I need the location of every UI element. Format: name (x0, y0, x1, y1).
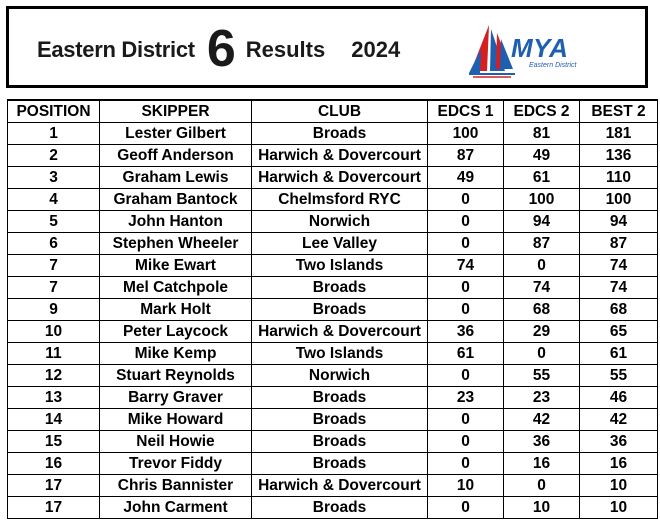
edcs1-cell: 0 (428, 299, 504, 321)
best2-cell: 136 (580, 145, 658, 167)
club-cell: Norwich (252, 365, 428, 387)
skipper-cell: Peter Laycock (100, 321, 252, 343)
club-cell: Two Islands (252, 255, 428, 277)
club-cell: Harwich & Dovercourt (252, 167, 428, 189)
best2-cell: 74 (580, 277, 658, 299)
position-cell: 17 (8, 497, 100, 519)
club-cell: Broads (252, 497, 428, 519)
table-header-row (8, 100, 658, 123)
club-cell: Broads (252, 453, 428, 475)
skipper-cell: Geoff Anderson (100, 145, 252, 167)
best2-cell: 42 (580, 409, 658, 431)
position-cell: 9 (8, 299, 100, 321)
position-cell: 3 (8, 167, 100, 189)
edcs1-cell: 49 (428, 167, 504, 189)
club-cell: Harwich & Dovercourt (252, 321, 428, 343)
skipper-cell: John Hanton (100, 211, 252, 233)
edcs2-cell: 81 (504, 123, 580, 145)
logo-text: MYA (511, 33, 569, 63)
best2-cell: 46 (580, 387, 658, 409)
mya-logo (467, 19, 597, 79)
position-cell: 1 (8, 123, 100, 145)
table-row (8, 123, 658, 145)
best2-cell: 65 (580, 321, 658, 343)
skipper-cell: Mike Howard (100, 409, 252, 431)
club-cell: Norwich (252, 211, 428, 233)
table-row (8, 497, 658, 519)
skipper-cell: Stephen Wheeler (100, 233, 252, 255)
edcs1-cell: 87 (428, 145, 504, 167)
best2-cell: 110 (580, 167, 658, 189)
logo-subtext: Eastern District (529, 62, 577, 69)
club-cell: Broads (252, 387, 428, 409)
position-cell: 14 (8, 409, 100, 431)
best2-cell: 10 (580, 497, 658, 519)
skipper-cell: Stuart Reynolds (100, 365, 252, 387)
title-year: 2024 (351, 37, 401, 62)
edcs1-cell: 0 (428, 211, 504, 233)
table-row (8, 189, 658, 211)
table-row (8, 211, 658, 233)
edcs2-cell: 49 (504, 145, 580, 167)
table-row (8, 431, 658, 453)
table-row (8, 475, 658, 497)
edcs2-cell: 42 (504, 409, 580, 431)
best2-cell: 61 (580, 343, 658, 365)
skipper-cell: Mike Ewart (100, 255, 252, 277)
skipper-cell: Barry Graver (100, 387, 252, 409)
position-cell: 17 (8, 475, 100, 497)
best2-cell: 74 (580, 255, 658, 277)
edcs2-cell: 74 (504, 277, 580, 299)
title-suffix: Results (245, 37, 326, 62)
title-number: 6 (206, 20, 236, 78)
best2-cell: 55 (580, 365, 658, 387)
table-row (8, 255, 658, 277)
best2-cell: 181 (580, 123, 658, 145)
edcs1-cell: 0 (428, 365, 504, 387)
edcs1-cell: 10 (428, 475, 504, 497)
position-cell: 10 (8, 321, 100, 343)
header-skipper: SKIPPER (100, 100, 252, 123)
club-cell: Broads (252, 123, 428, 145)
edcs2-cell: 0 (504, 343, 580, 365)
title-prefix: Eastern District (37, 37, 195, 62)
edcs2-cell: 29 (504, 321, 580, 343)
club-cell: Lee Valley (252, 233, 428, 255)
position-cell: 6 (8, 233, 100, 255)
position-cell: 4 (8, 189, 100, 211)
table-row (8, 387, 658, 409)
position-cell: 5 (8, 211, 100, 233)
club-cell: Harwich & Dovercourt (252, 145, 428, 167)
club-cell: Harwich & Dovercourt (252, 475, 428, 497)
edcs2-cell: 10 (504, 497, 580, 519)
best2-cell: 68 (580, 299, 658, 321)
edcs1-cell: 0 (428, 431, 504, 453)
skipper-cell: Trevor Fiddy (100, 453, 252, 475)
position-cell: 7 (8, 255, 100, 277)
edcs1-cell: 100 (428, 123, 504, 145)
edcs2-cell: 36 (504, 431, 580, 453)
skipper-cell: Chris Bannister (100, 475, 252, 497)
edcs1-cell: 61 (428, 343, 504, 365)
position-cell: 16 (8, 453, 100, 475)
table-row (8, 167, 658, 189)
club-cell: Broads (252, 277, 428, 299)
skipper-cell: Graham Lewis (100, 167, 252, 189)
position-cell: 13 (8, 387, 100, 409)
table-row (8, 145, 658, 167)
skipper-cell: Mel Catchpole (100, 277, 252, 299)
header-edcs1: EDCS 1 (428, 100, 504, 123)
banner-title (37, 9, 400, 91)
club-cell: Broads (252, 409, 428, 431)
skipper-cell: Mark Holt (100, 299, 252, 321)
edcs2-cell: 68 (504, 299, 580, 321)
edcs2-cell: 94 (504, 211, 580, 233)
edcs1-cell: 0 (428, 453, 504, 475)
best2-cell: 10 (580, 475, 658, 497)
table-row (8, 453, 658, 475)
edcs2-cell: 87 (504, 233, 580, 255)
best2-cell: 16 (580, 453, 658, 475)
table-row (8, 299, 658, 321)
edcs1-cell: 0 (428, 409, 504, 431)
table-row (8, 409, 658, 431)
club-cell: Broads (252, 299, 428, 321)
best2-cell: 87 (580, 233, 658, 255)
edcs2-cell: 55 (504, 365, 580, 387)
edcs2-cell: 23 (504, 387, 580, 409)
edcs1-cell: 0 (428, 497, 504, 519)
results-banner (6, 6, 648, 88)
table-body (8, 123, 658, 519)
header-club: CLUB (252, 100, 428, 123)
table-row (8, 277, 658, 299)
table-row (8, 365, 658, 387)
position-cell: 15 (8, 431, 100, 453)
edcs1-cell: 0 (428, 277, 504, 299)
edcs1-cell: 0 (428, 233, 504, 255)
table-row (8, 321, 658, 343)
edcs2-cell: 0 (504, 255, 580, 277)
edcs2-cell: 16 (504, 453, 580, 475)
best2-cell: 94 (580, 211, 658, 233)
edcs1-cell: 23 (428, 387, 504, 409)
best2-cell: 100 (580, 189, 658, 211)
header-edcs2: EDCS 2 (504, 100, 580, 123)
position-cell: 12 (8, 365, 100, 387)
skipper-cell: John Carment (100, 497, 252, 519)
header-position: POSITION (8, 100, 100, 123)
edcs1-cell: 74 (428, 255, 504, 277)
edcs1-cell: 0 (428, 189, 504, 211)
club-cell: Chelmsford RYC (252, 189, 428, 211)
results-table (7, 99, 658, 519)
edcs1-cell: 36 (428, 321, 504, 343)
position-cell: 11 (8, 343, 100, 365)
club-cell: Two Islands (252, 343, 428, 365)
edcs2-cell: 61 (504, 167, 580, 189)
skipper-cell: Graham Bantock (100, 189, 252, 211)
position-cell: 7 (8, 277, 100, 299)
edcs2-cell: 100 (504, 189, 580, 211)
skipper-cell: Lester Gilbert (100, 123, 252, 145)
header-best2: BEST 2 (580, 100, 658, 123)
table-row (8, 343, 658, 365)
position-cell: 2 (8, 145, 100, 167)
edcs2-cell: 0 (504, 475, 580, 497)
best2-cell: 36 (580, 431, 658, 453)
skipper-cell: Neil Howie (100, 431, 252, 453)
skipper-cell: Mike Kemp (100, 343, 252, 365)
club-cell: Broads (252, 431, 428, 453)
table-row (8, 233, 658, 255)
